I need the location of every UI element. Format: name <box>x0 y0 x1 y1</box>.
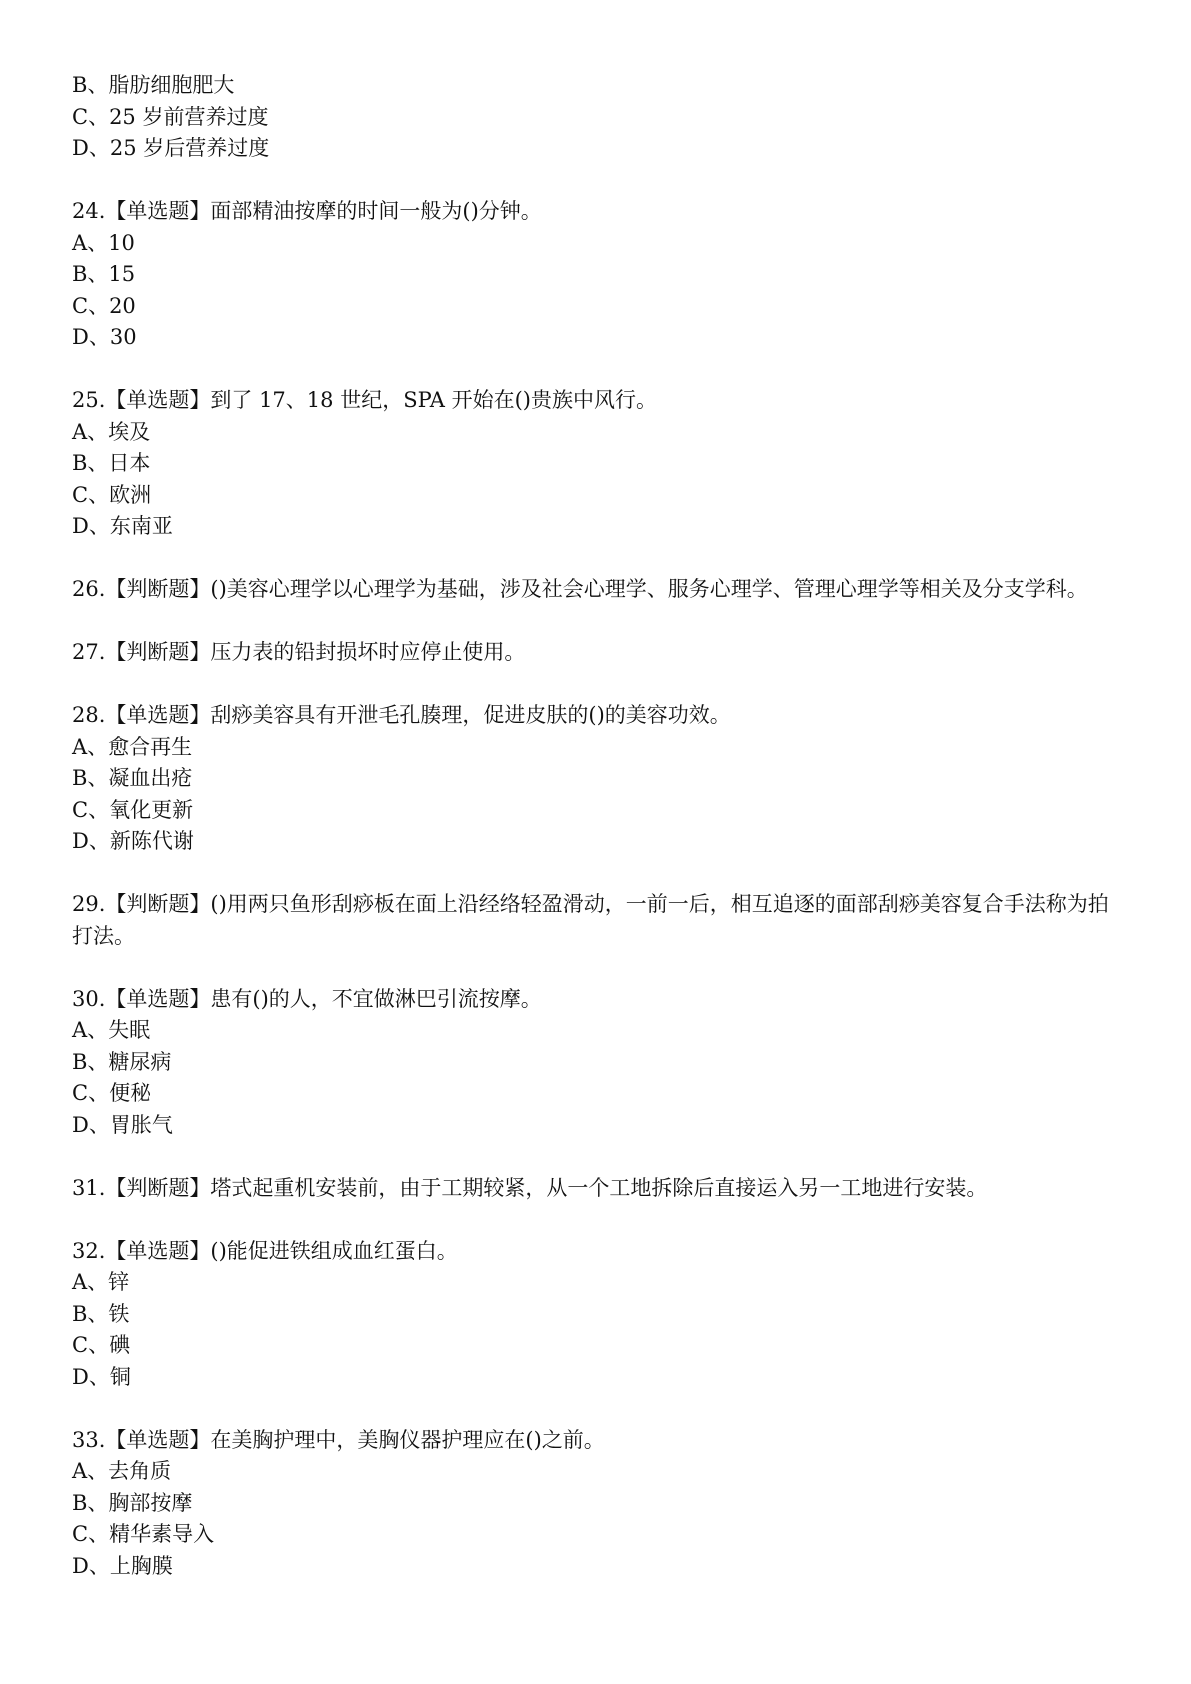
question-block-27 <box>72 637 1122 669</box>
option-a: A、去角质 <box>72 1459 172 1483</box>
question-block-25 <box>72 385 1122 543</box>
document-page <box>72 70 1122 1614</box>
option-b: B、日本 <box>72 451 151 475</box>
question-text: 32.【单选题】()能促进铁组成血红蛋白。 <box>72 1238 458 1263</box>
option-b: B、凝血出疮 <box>72 766 193 790</box>
option-b: B、糖尿病 <box>72 1049 172 1074</box>
question-text: 33.【单选题】在美胸护理中，美胸仪器护理应在()之前。 <box>72 1427 605 1452</box>
option-c: C、欧洲 <box>72 482 152 507</box>
option-d: D、30 <box>72 325 137 349</box>
question-text: 26.【判断题】()美容心理学以心理学为基础，涉及社会心理学、服务心理学、管理心理学等相关及分支学科。 <box>72 577 1088 601</box>
option-a: A、10 <box>72 230 135 255</box>
option-a: A、埃及 <box>72 419 151 444</box>
option-a: A、锌 <box>72 1270 130 1294</box>
option-d: D、上胸膜 <box>72 1553 173 1578</box>
question-block-28 <box>72 700 1122 858</box>
question-block-33 <box>72 1425 1122 1583</box>
question-block-23 <box>72 70 1122 165</box>
option-b: B、15 <box>72 262 136 286</box>
question-block-24 <box>72 196 1122 354</box>
option-c: C、精华素导入 <box>72 1522 215 1546</box>
question-block-29 <box>72 889 1122 952</box>
option-c: C、25 岁前营养过度 <box>72 104 269 129</box>
question-text: 24.【单选题】面部精油按摩的时间一般为()分钟。 <box>72 199 542 223</box>
question-text: 28.【单选题】刮痧美容具有开泄毛孔腠理，促进皮肤的()的美容功效。 <box>72 703 731 727</box>
option-c: C、便秘 <box>72 1081 152 1105</box>
question-block-31 <box>72 1173 1122 1205</box>
option-d: D、东南亚 <box>72 514 173 538</box>
question-text: 31.【判断题】塔式起重机安装前，由于工期较紧，从一个工地拆除后直接运入另一工地进行安装。 <box>72 1175 988 1200</box>
question-block-30 <box>72 984 1122 1142</box>
option-b: B、脂肪细胞肥大 <box>72 73 235 97</box>
option-a: A、失眠 <box>72 1018 151 1042</box>
option-c: C、20 <box>72 293 136 318</box>
option-d: D、新陈代谢 <box>72 829 194 853</box>
question-block-26 <box>72 574 1122 606</box>
option-b: B、铁 <box>72 1301 130 1326</box>
question-block-32 <box>72 1236 1122 1394</box>
option-a: A、愈合再生 <box>72 734 193 759</box>
question-text: 27.【判断题】压力表的铅封损坏时应停止使用。 <box>72 640 526 664</box>
question-text: 25.【单选题】到了 17、18 世纪，SPA 开始在()贵族中风行。 <box>72 388 658 412</box>
question-text: 30.【单选题】患有()的人，不宜做淋巴引流按摩。 <box>72 986 542 1011</box>
option-b: B、胸部按摩 <box>72 1490 193 1515</box>
question-text: 29.【判断题】()用两只鱼形刮痧板在面上沿经络轻盈滑动，一前一后，相互追逐的面部刮痧美容复合手法称为拍打法。 <box>72 892 1109 948</box>
option-d: D、胃胀气 <box>72 1112 173 1137</box>
option-c: C、氧化更新 <box>72 797 194 822</box>
option-d: D、25 岁后营养过度 <box>72 136 270 160</box>
option-c: C、碘 <box>72 1333 131 1357</box>
option-d: D、铜 <box>72 1364 131 1389</box>
